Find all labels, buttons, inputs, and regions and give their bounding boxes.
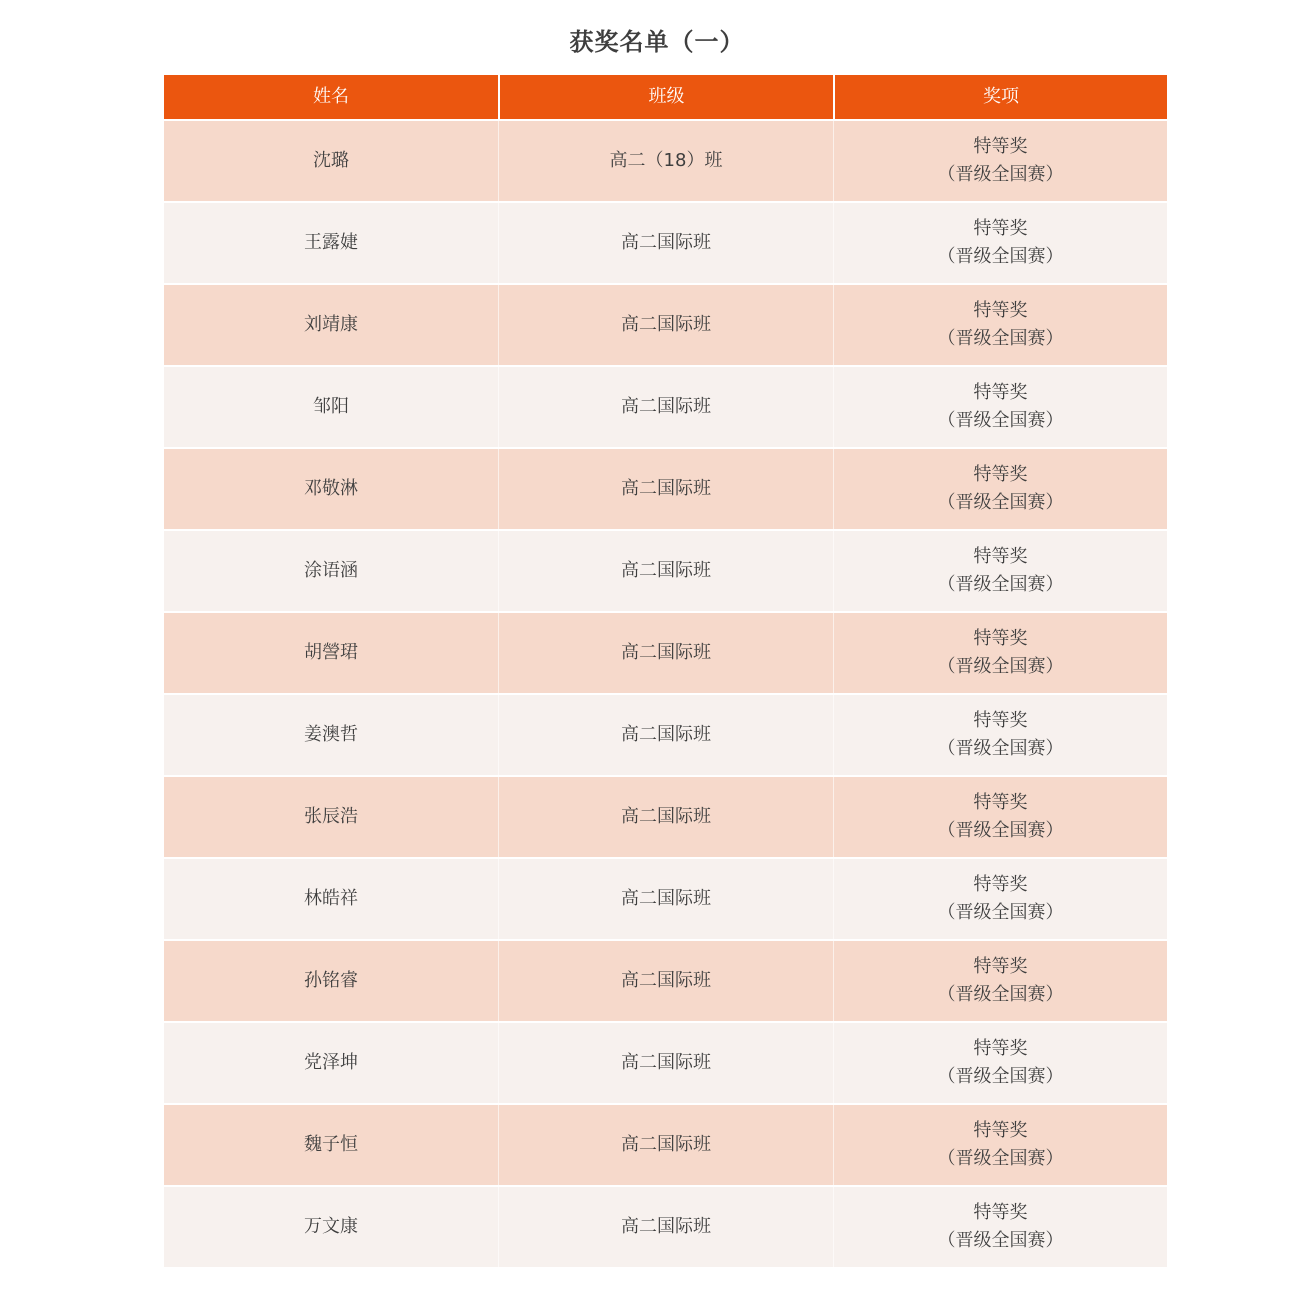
award-note: （晋级全国赛） <box>937 164 1064 185</box>
table-row <box>164 695 1167 775</box>
award-note: （晋级全国赛） <box>937 820 1064 841</box>
cell-award <box>833 1187 1167 1267</box>
award-note: （晋级全国赛） <box>937 984 1064 1005</box>
award-note: （晋级全国赛） <box>937 1148 1064 1169</box>
cell-name: 孙铭睿 <box>164 941 498 1021</box>
table-row <box>164 121 1167 201</box>
cell-name: 沈璐 <box>164 121 498 201</box>
award-note: （晋级全国赛） <box>937 246 1064 267</box>
award-note: （晋级全国赛） <box>937 1066 1064 1087</box>
header-award: 奖项 <box>833 75 1167 119</box>
cell-name: 张辰浩 <box>164 777 498 857</box>
page-title: 获奖名单（一） <box>569 28 745 56</box>
table-row <box>164 613 1167 693</box>
cell-name: 邓敬淋 <box>164 449 498 529</box>
cell-name: 魏子恒 <box>164 1105 498 1185</box>
award-label: 特等奖 <box>973 1202 1028 1223</box>
cell-class: 高二国际班 <box>498 285 833 365</box>
table-body <box>164 121 1167 1267</box>
table-row <box>164 1023 1167 1103</box>
cell-class: 高二国际班 <box>498 1105 833 1185</box>
table-row <box>164 531 1167 611</box>
award-label: 特等奖 <box>973 464 1028 485</box>
cell-name: 党泽坤 <box>164 1023 498 1103</box>
table-row <box>164 859 1167 939</box>
award-note: （晋级全国赛） <box>937 738 1064 759</box>
award-note: （晋级全国赛） <box>937 410 1064 431</box>
award-label: 特等奖 <box>973 1120 1028 1141</box>
cell-class: 高二（18）班 <box>498 121 833 201</box>
award-note: （晋级全国赛） <box>937 902 1064 923</box>
cell-award <box>833 203 1167 283</box>
cell-name: 林皓祥 <box>164 859 498 939</box>
table-header-row <box>164 75 1167 119</box>
cell-award <box>833 121 1167 201</box>
award-label: 特等奖 <box>973 1038 1028 1059</box>
awards-table <box>164 75 1167 1267</box>
award-note: （晋级全国赛） <box>937 1230 1064 1251</box>
cell-award <box>833 531 1167 611</box>
table-row <box>164 285 1167 365</box>
award-label: 特等奖 <box>973 956 1028 977</box>
table-row <box>164 449 1167 529</box>
cell-name: 涂语涵 <box>164 531 498 611</box>
cell-class: 高二国际班 <box>498 1023 833 1103</box>
award-note: （晋级全国赛） <box>937 574 1064 595</box>
table-row <box>164 1105 1167 1185</box>
award-label: 特等奖 <box>973 300 1028 321</box>
award-note: （晋级全国赛） <box>937 492 1064 513</box>
cell-class: 高二国际班 <box>498 531 833 611</box>
table-row <box>164 203 1167 283</box>
cell-award <box>833 1105 1167 1185</box>
cell-class: 高二国际班 <box>498 777 833 857</box>
cell-name: 邹阳 <box>164 367 498 447</box>
cell-award <box>833 941 1167 1021</box>
header-name: 姓名 <box>164 75 498 119</box>
award-label: 特等奖 <box>973 546 1028 567</box>
award-label: 特等奖 <box>973 874 1028 895</box>
table-row <box>164 941 1167 1021</box>
cell-award <box>833 1023 1167 1103</box>
cell-award <box>833 695 1167 775</box>
cell-class: 高二国际班 <box>498 859 833 939</box>
cell-award <box>833 449 1167 529</box>
cell-name: 王露婕 <box>164 203 498 283</box>
header-class: 班级 <box>498 75 833 119</box>
cell-name: 胡謍珺 <box>164 613 498 693</box>
award-label: 特等奖 <box>973 218 1028 239</box>
cell-name: 刘靖康 <box>164 285 498 365</box>
cell-class: 高二国际班 <box>498 367 833 447</box>
cell-class: 高二国际班 <box>498 941 833 1021</box>
award-label: 特等奖 <box>973 792 1028 813</box>
award-label: 特等奖 <box>973 136 1028 157</box>
cell-class: 高二国际班 <box>498 695 833 775</box>
award-label: 特等奖 <box>973 382 1028 403</box>
table-row <box>164 367 1167 447</box>
cell-award <box>833 777 1167 857</box>
award-note: （晋级全国赛） <box>937 328 1064 349</box>
cell-award <box>833 285 1167 365</box>
cell-class: 高二国际班 <box>498 203 833 283</box>
cell-class: 高二国际班 <box>498 1187 833 1267</box>
cell-class: 高二国际班 <box>498 449 833 529</box>
cell-award <box>833 613 1167 693</box>
award-label: 特等奖 <box>973 628 1028 649</box>
cell-class: 高二国际班 <box>498 613 833 693</box>
cell-name: 姜澳哲 <box>164 695 498 775</box>
award-note: （晋级全国赛） <box>937 656 1064 677</box>
cell-award <box>833 367 1167 447</box>
cell-award <box>833 859 1167 939</box>
table-row <box>164 1187 1167 1267</box>
cell-name: 万文康 <box>164 1187 498 1267</box>
table-row <box>164 777 1167 857</box>
award-label: 特等奖 <box>973 710 1028 731</box>
